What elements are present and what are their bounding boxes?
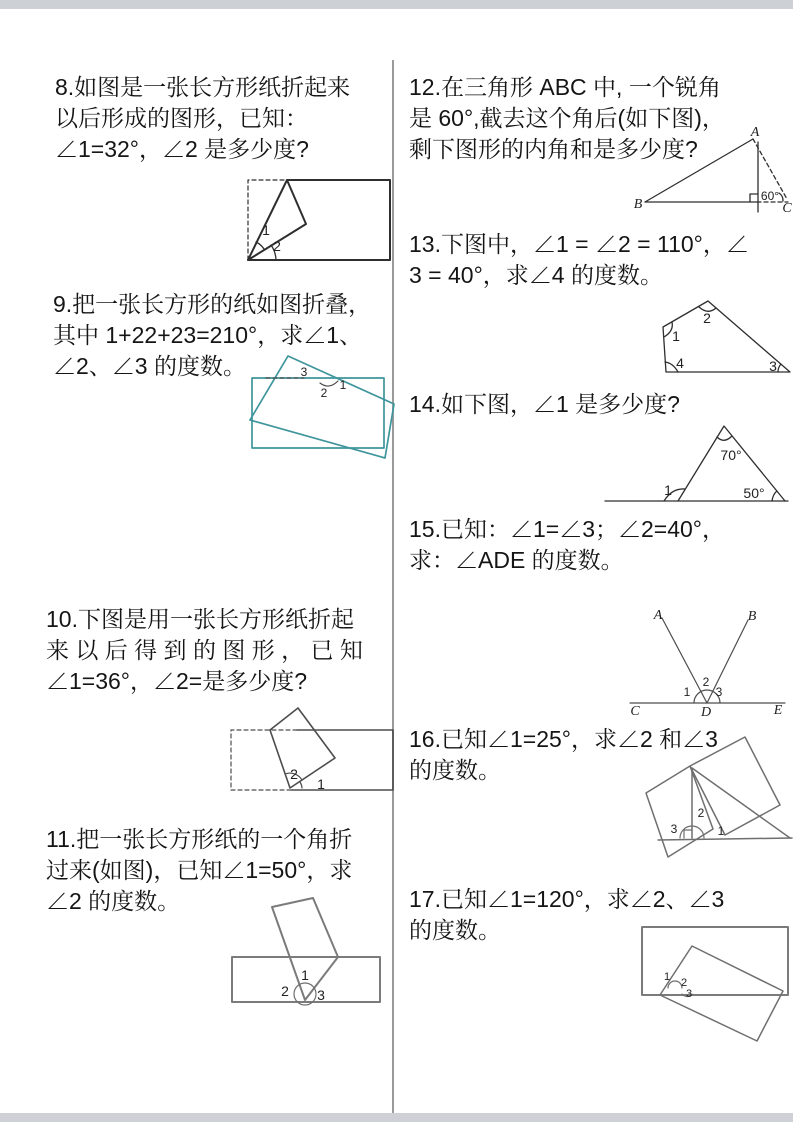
vertex-label: D: [700, 705, 712, 720]
angle-arc: [778, 364, 781, 372]
text-line: 3 = 40°，求∠4 的度数。: [409, 262, 663, 288]
fold-quadrilateral: [270, 708, 335, 788]
page-bottom-edge: [0, 1113, 793, 1122]
figure-12-truncated-triangle: [630, 120, 793, 222]
angle-label: 2: [320, 386, 328, 400]
text-line: ∠2 的度数。: [46, 888, 181, 914]
text-line: 8.如图是一张长方形纸折起来: [55, 74, 351, 100]
rotated-rectangle: [660, 946, 783, 1041]
angle-label: 60°: [760, 189, 780, 203]
rectangle-outline: [291, 730, 393, 790]
angle-circle-arc: [668, 981, 682, 988]
figure-13-quadrilateral: [650, 293, 793, 385]
angle-arc: [300, 782, 302, 788]
problem-14-text: [409, 389, 680, 420]
vertex-label: A: [653, 608, 663, 623]
angle-label: 3: [715, 685, 723, 699]
angle-label: 1: [664, 482, 672, 498]
angle-label: 1: [339, 378, 347, 392]
angle-arc: [772, 491, 777, 501]
angle-label: 3: [670, 822, 678, 836]
base-line: [658, 838, 792, 840]
angle-label: 1: [683, 685, 691, 699]
diagonal-crease: [692, 768, 790, 838]
angle-label: 2: [273, 238, 281, 254]
text-line: 来 以 后 得 到 的 图 形 ， 已 知: [46, 637, 363, 663]
text-line: 是 60°,截去这个角后(如下图)，: [409, 105, 725, 131]
figure-15-rays-from-point: [620, 598, 793, 720]
angle-label: 4: [676, 355, 684, 371]
vertex-label: C: [630, 704, 640, 719]
ray-DB: [707, 620, 748, 703]
right-angle-mark: [750, 194, 758, 202]
figure-10-folded-rectangle: [227, 703, 395, 798]
angle-label: 1: [262, 222, 270, 238]
text-line: 16.已知∠1=25°，求∠2 和∠3: [409, 726, 718, 752]
text-line: 过来(如图)，已知∠1=50°，求: [46, 857, 353, 883]
text-line: ∠1=36°，∠2=是多少度?: [46, 668, 308, 694]
angle-label: 1: [717, 824, 725, 838]
angle-label: 2: [290, 766, 298, 782]
angle-label: 2: [680, 977, 688, 989]
problem-13-text: [409, 229, 749, 291]
rectangle-outline: [248, 180, 390, 260]
figure-16-folded-paper: [640, 725, 793, 867]
right-angle-mark: [684, 830, 692, 838]
problem-15-text: [409, 514, 725, 576]
angle-label: 1: [317, 776, 325, 792]
angle-label: 2: [702, 675, 710, 689]
angle-arc: [256, 242, 264, 249]
text-line: 15.已知：∠1=∠3；∠2=40°，: [409, 516, 725, 542]
text-line: ∠1=32°，∠2 是多少度?: [55, 136, 309, 162]
rectangle-outline: [642, 927, 788, 995]
text-line: 12.在三角形 ABC 中, 一个锐角: [409, 74, 721, 100]
angle-label: 1: [672, 328, 680, 344]
angle-label: 1: [663, 971, 671, 983]
text-line: 以后形成的图形，已知：: [55, 105, 308, 131]
text-line: 的度数。: [409, 757, 501, 783]
problem-8-text: [55, 72, 350, 165]
text-line: 10.下图是用一张长方形纸折起: [46, 606, 354, 632]
page-top-edge: [0, 0, 793, 9]
text-line: 求：∠ADE 的度数。: [409, 547, 624, 573]
angle-label: 70°: [720, 447, 742, 463]
vertex-label: B: [747, 609, 757, 624]
figure-9-folded-rectangle-teal: [246, 352, 393, 477]
figure-8-folded-rectangle: [243, 172, 393, 264]
figure-14-triangle-on-line: [598, 418, 793, 510]
text-line: 17.已知∠1=120°，求∠2、∠3: [409, 886, 725, 912]
angle-arc: [779, 193, 783, 201]
vertex-label: C: [782, 201, 792, 216]
vertex-label: B: [633, 197, 643, 212]
text-line: 剩下图形的内角和是多少度?: [409, 136, 698, 162]
angle-label: 3: [317, 987, 325, 1003]
text-line: 13.下图中，∠1 = ∠2 = 110°，∠: [409, 231, 749, 257]
problem-10-text: [46, 604, 363, 697]
text-line: 9.把一张长方形的纸如图折叠，: [53, 291, 372, 317]
text-line: ∠2、∠3 的度数。: [53, 353, 246, 379]
angle-label: 3: [685, 988, 693, 1000]
angle-label: 50°: [743, 485, 765, 501]
angle-label: 2: [697, 806, 705, 820]
angle-label: 1: [301, 967, 309, 983]
vertex-label: E: [773, 703, 783, 718]
figure-17-overlapping-rectangles: [636, 918, 793, 1055]
angle-label: 3: [769, 358, 777, 374]
rotated-rectangle: [250, 356, 394, 458]
angle-label: 3: [300, 365, 308, 379]
vertex-label: A: [750, 125, 760, 140]
text-line: 14.如下图，∠1 是多少度?: [409, 391, 680, 417]
angle-arc: [717, 436, 732, 440]
angle-label: 2: [281, 983, 289, 999]
side-BA: [645, 139, 753, 202]
figure-11-folded-corner: [228, 893, 388, 1015]
text-line: 的度数。: [409, 917, 501, 943]
angle-label: 2: [703, 310, 711, 326]
text-line: 其中 1+22+23=210°，求∠1、: [53, 322, 363, 348]
text-line: 11.把一张长方形纸的一个角折: [46, 826, 353, 852]
rectangle-outline: [252, 378, 384, 448]
